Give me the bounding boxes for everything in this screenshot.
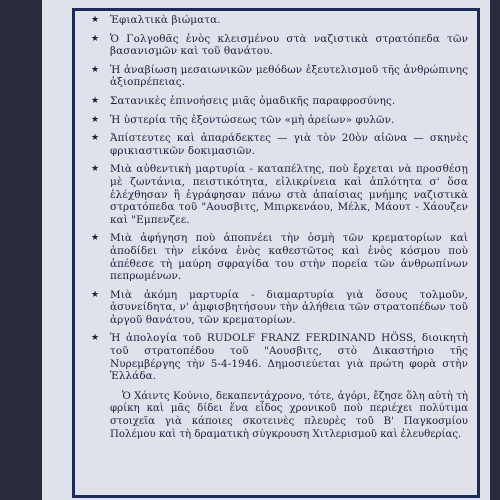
author-summary-paragraph: Ὁ Χάιντς Κούνιο, δεκαπεντάχρονο, τότε, ἀγόρι, ἔζησε ὅλη αὐτὴ τὴ φρίκη καὶ μᾶς δίδει ἕνα εἶδος χρονικοῦ ποὺ περιέχει πολύτιμα στοιχεῖα γιὰ κάποιες σκοτεινὲς πλευρὲς τοῦ Β' Παγκοσμίου Πολέμου καὶ τὴ δραματικὴ σύγκρουση Χιτλερισμοῦ καὶ ἐλευθερίας. [110, 390, 468, 440]
blurb-item-text: Ἡ ἀπολογία τοῦ RUDOLF FRANZ FERDINAND HÖSS, διοικητὴ τοῦ στρατοπέδου τοῦ "Αουσβιτς, στὸ Δικαστήριο τῆς Νυρεμβέργης τὴν 5-4-1946. Δημοσιεύεται γιὰ πρώτη φορὰ στὴν Ἑλλάδα. [110, 332, 468, 383]
blurb-item [88, 33, 468, 58]
blurb-item-text: Μιὰ ἀκόμη μαρτυρία - διαμαρτυρία γιὰ ὅσους τολμοῦν, ἀσυνείδητα, ν' ἀμφισβητήσουν τὴν ἀλήθεια τῶν στρατοπέδων τοῦ ἀργοῦ θανάτου, τῶν κρεματορίων. [110, 288, 468, 326]
blurb-item [88, 289, 468, 327]
blurb-text-block [88, 14, 468, 494]
blurb-item [88, 232, 468, 282]
star-bullet-icon: ★ [90, 95, 100, 106]
star-bullet-icon: ★ [90, 164, 100, 175]
blurb-item [88, 114, 468, 127]
blurb-item [88, 163, 468, 226]
blurb-item-text: Μιὰ ἀφήγηση ποὺ ἀποπνέει τὴν ὀσμὴ τῶν κρεματορίων καὶ ἀποδίδει τὴν εἰκόνα ἑνὸς καθεστῶτος καὶ ἑνὸς κόσμου ποὺ ἀπέθεσε τὴ μαύρη σφραγίδα του στὴν πορεία τῶν ἀνθρωπίνων πεπρωμένων. [110, 232, 468, 283]
blurb-item [88, 64, 468, 89]
blurb-item [88, 132, 468, 157]
blurb-item-text: Ἡ ἀναβίωση μεσαιωνικῶν μεθόδων ἐξευτελισμοῦ τῆς ἀνθρώπινης ἀξιοπρέπειας. [110, 63, 468, 89]
blurb-item-text: Ἡ ὑστερία τῆς ἐξοντώσεως τῶν «μὴ ἀρείων» φυλῶν. [110, 113, 395, 126]
blurb-item-text: Μιὰ αὐθεντικὴ μαρτυρία - καταπέλτης, ποὺ ἔρχεται νὰ προσθέσῃ μὲ ζωντάνια, πειστικότητα, εἰλικρίνεια καὶ ἁπλότητα σ' ὅσα ἐλέχθησαν ἢ ἐγράφησαν πάνω στὰ ἀπαίσιας μνήμης ναζιστικὰ στρατόπεδα τοῦ "Αουσβιτς, Μπιρκενάου, Μέλκ, Μάουτ - Χάουζεν καὶ "Εμπενζεε. [110, 163, 468, 226]
star-bullet-icon: ★ [90, 114, 100, 125]
star-bullet-icon: ★ [90, 64, 100, 75]
blurb-item [88, 95, 468, 108]
blurb-item [88, 14, 468, 27]
blurb-item [88, 332, 468, 382]
star-bullet-icon: ★ [90, 289, 100, 300]
star-bullet-icon: ★ [90, 333, 100, 344]
blurb-item-text: Ὁ Γολγοθᾶς ἑνὸς κλεισμένου στὰ ναζιστικὰ στρατόπεδα τῶν βασανισμῶν καὶ τοῦ θανάτου. [110, 32, 468, 58]
star-bullet-icon: ★ [90, 33, 100, 44]
blurb-item-text: Σατανικὲς ἐπινοήσεις μιᾶς ὁμαδικῆς παραφροσύνης. [110, 94, 396, 107]
star-bullet-icon: ★ [90, 133, 100, 144]
blurb-item-text: Ἀπίστευτες καὶ ἀπαράδεκτες — γιὰ τὸν 20ὸν αἰῶνα — σκηνὲς φρικιαστικῶν δοκιμασιῶν. [110, 132, 468, 157]
blurb-item-text: Ἐφιαλτικὰ βιώματα. [110, 14, 221, 26]
star-bullet-icon: ★ [90, 233, 100, 244]
star-bullet-icon: ★ [90, 15, 100, 25]
